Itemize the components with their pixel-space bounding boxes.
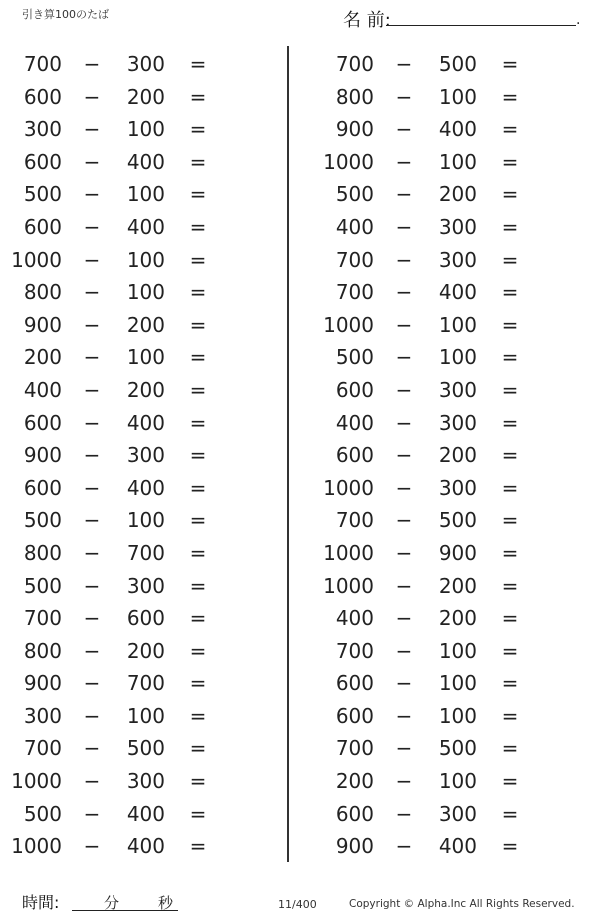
minuend: 200 [23, 345, 62, 370]
equals-sign: = [189, 638, 207, 663]
minutes-label: 分 [104, 894, 120, 912]
name-label: 名 前: [343, 10, 391, 31]
equals-sign: = [501, 247, 519, 272]
minuend: 900 [335, 834, 374, 859]
minus-sign: − [83, 508, 101, 533]
minuend: 700 [335, 508, 374, 533]
problem-row [312, 504, 592, 537]
subtrahend: 300 [126, 769, 165, 794]
minuend: 700 [335, 638, 374, 663]
subtrahend: 400 [438, 834, 477, 859]
column-divider [287, 46, 289, 862]
subtrahend: 100 [126, 280, 165, 305]
equals-sign: = [189, 410, 207, 435]
minuend: 600 [335, 443, 374, 468]
problem-row [312, 48, 592, 81]
equals-sign: = [189, 508, 207, 533]
minus-sign: − [83, 149, 101, 174]
problem-row [312, 537, 592, 570]
minuend: 500 [23, 508, 62, 533]
subtrahend: 200 [126, 638, 165, 663]
minus-sign: − [83, 540, 101, 565]
minuend: 400 [335, 606, 374, 631]
subtrahend: 100 [438, 312, 477, 337]
subtrahend: 900 [438, 540, 477, 565]
subtrahend: 200 [126, 84, 165, 109]
equals-sign: = [189, 443, 207, 468]
subtrahend: 200 [438, 182, 477, 207]
problem-row [312, 472, 592, 505]
problem-row [312, 602, 592, 635]
equals-sign: = [189, 182, 207, 207]
subtrahend: 300 [438, 247, 477, 272]
subtrahend: 400 [126, 214, 165, 239]
minus-sign: − [83, 671, 101, 696]
equals-sign: = [501, 182, 519, 207]
equals-sign: = [189, 606, 207, 631]
problem-row [0, 765, 280, 798]
equals-sign: = [189, 280, 207, 305]
name-end-dot: . [576, 12, 581, 28]
minus-sign: − [83, 703, 101, 728]
minus-sign: − [83, 52, 101, 76]
equals-sign: = [501, 475, 519, 500]
minuend: 600 [335, 671, 374, 696]
problem-row [0, 276, 280, 309]
minuend: 600 [23, 410, 62, 435]
problem-row [0, 602, 280, 635]
minus-sign: − [83, 638, 101, 663]
minus-sign: − [395, 475, 413, 500]
subtrahend: 200 [438, 573, 477, 598]
equals-sign: = [501, 345, 519, 370]
problem-row [312, 732, 592, 765]
problem-row [312, 667, 592, 700]
minuend: 1000 [323, 573, 374, 598]
subtrahend: 700 [126, 671, 165, 696]
subtrahend: 400 [438, 117, 477, 142]
minuend: 1000 [11, 247, 62, 272]
copyright-notice: Copyright © Alpha.Inc All Rights Reserved. [349, 898, 575, 910]
equals-sign: = [501, 214, 519, 239]
problem-row [312, 798, 592, 831]
minuend: 1000 [323, 475, 374, 500]
minus-sign: − [395, 117, 413, 142]
minus-sign: − [83, 475, 101, 500]
subtrahend: 500 [438, 508, 477, 533]
problem-row [0, 732, 280, 765]
minuend: 1000 [323, 312, 374, 337]
problem-row [312, 765, 592, 798]
minus-sign: − [395, 312, 413, 337]
minus-sign: − [395, 84, 413, 109]
subtrahend: 200 [438, 606, 477, 631]
subtrahend: 300 [126, 443, 165, 468]
equals-sign: = [189, 377, 207, 402]
minus-sign: − [83, 606, 101, 631]
subtrahend: 300 [126, 52, 165, 76]
subtrahend: 100 [438, 345, 477, 370]
minus-sign: − [395, 443, 413, 468]
equals-sign: = [501, 703, 519, 728]
minus-sign: − [395, 377, 413, 402]
problem-row [312, 700, 592, 733]
subtrahend: 100 [126, 703, 165, 728]
subtrahend: 100 [438, 769, 477, 794]
subtrahend: 100 [126, 182, 165, 207]
minuend: 700 [335, 247, 374, 272]
minus-sign: − [395, 736, 413, 761]
minuend: 800 [335, 84, 374, 109]
problem-row [0, 439, 280, 472]
subtrahend: 100 [126, 117, 165, 142]
subtrahend: 200 [126, 377, 165, 402]
equals-sign: = [189, 834, 207, 859]
minus-sign: − [395, 280, 413, 305]
problem-row [312, 113, 592, 146]
minuend: 1000 [11, 834, 62, 859]
problem-row [0, 700, 280, 733]
problem-row [312, 341, 592, 374]
equals-sign: = [501, 736, 519, 761]
equals-sign: = [189, 312, 207, 337]
minus-sign: − [83, 769, 101, 794]
equals-sign: = [189, 247, 207, 272]
minus-sign: − [83, 834, 101, 859]
subtrahend: 400 [438, 280, 477, 305]
subtrahend: 200 [126, 312, 165, 337]
problem-row [0, 178, 280, 211]
problem-row [0, 635, 280, 668]
subtrahend: 400 [126, 834, 165, 859]
equals-sign: = [189, 801, 207, 826]
subtrahend: 200 [438, 443, 477, 468]
minuend: 700 [23, 52, 62, 76]
problem-row [0, 472, 280, 505]
minuend: 300 [23, 703, 62, 728]
minuend: 900 [23, 671, 62, 696]
minus-sign: − [83, 182, 101, 207]
minus-sign: − [395, 149, 413, 174]
problem-row [0, 407, 280, 440]
equals-sign: = [189, 573, 207, 598]
time-label: 時間: [22, 893, 60, 912]
subtrahend: 100 [126, 508, 165, 533]
minuend: 1000 [323, 149, 374, 174]
minuend: 1000 [11, 769, 62, 794]
equals-sign: = [501, 117, 519, 142]
minus-sign: − [83, 280, 101, 305]
subtrahend: 400 [126, 410, 165, 435]
subtrahend: 300 [438, 377, 477, 402]
problem-row [312, 178, 592, 211]
problem-row [0, 667, 280, 700]
minus-sign: − [83, 377, 101, 402]
minus-sign: − [395, 606, 413, 631]
minuend: 600 [23, 84, 62, 109]
subtrahend: 300 [438, 214, 477, 239]
problem-row [312, 830, 592, 863]
minus-sign: − [395, 52, 413, 76]
minuend: 400 [335, 410, 374, 435]
minus-sign: − [395, 834, 413, 859]
minus-sign: − [83, 345, 101, 370]
minuend: 500 [335, 345, 374, 370]
equals-sign: = [501, 443, 519, 468]
minus-sign: − [395, 540, 413, 565]
equals-sign: = [501, 801, 519, 826]
minus-sign: − [395, 214, 413, 239]
minuend: 600 [335, 801, 374, 826]
minus-sign: − [395, 508, 413, 533]
minuend: 400 [335, 214, 374, 239]
minus-sign: − [395, 703, 413, 728]
left-problem-column [0, 48, 280, 863]
problem-row [0, 798, 280, 831]
page-number: 11/400 [278, 898, 317, 911]
minuend: 600 [335, 377, 374, 402]
subtrahend: 500 [438, 736, 477, 761]
minus-sign: − [83, 410, 101, 435]
subtrahend: 300 [438, 475, 477, 500]
equals-sign: = [501, 573, 519, 598]
right-problem-column [312, 48, 592, 863]
minus-sign: − [395, 573, 413, 598]
problem-row [0, 48, 280, 81]
problem-row [0, 211, 280, 244]
minus-sign: − [395, 671, 413, 696]
minuend: 900 [335, 117, 374, 142]
minus-sign: − [395, 345, 413, 370]
worksheet-title: 引き算100のたば [22, 8, 109, 21]
equals-sign: = [501, 638, 519, 663]
minus-sign: − [83, 247, 101, 272]
subtrahend: 100 [438, 149, 477, 174]
minuend: 700 [335, 52, 374, 76]
subtrahend: 600 [126, 606, 165, 631]
equals-sign: = [189, 117, 207, 142]
equals-sign: = [501, 671, 519, 696]
equals-sign: = [189, 214, 207, 239]
subtrahend: 400 [126, 149, 165, 174]
minus-sign: − [395, 247, 413, 272]
subtrahend: 300 [438, 801, 477, 826]
equals-sign: = [501, 410, 519, 435]
minus-sign: − [83, 214, 101, 239]
minuend: 500 [23, 573, 62, 598]
problem-row [312, 635, 592, 668]
equals-sign: = [501, 834, 519, 859]
problem-row [312, 309, 592, 342]
equals-sign: = [189, 475, 207, 500]
problem-row [0, 81, 280, 114]
problem-row [312, 244, 592, 277]
equals-sign: = [501, 769, 519, 794]
equals-sign: = [189, 540, 207, 565]
equals-sign: = [189, 84, 207, 109]
minuend: 800 [23, 638, 62, 663]
subtrahend: 300 [438, 410, 477, 435]
problem-row [0, 309, 280, 342]
minuend: 700 [335, 280, 374, 305]
problem-row [0, 146, 280, 179]
problem-row [312, 211, 592, 244]
name-underline[interactable] [386, 25, 576, 26]
subtrahend: 400 [126, 475, 165, 500]
equals-sign: = [501, 280, 519, 305]
subtrahend: 500 [126, 736, 165, 761]
problem-row [312, 570, 592, 603]
seconds-label: 秒 [158, 894, 174, 912]
minuend: 600 [23, 214, 62, 239]
subtrahend: 300 [126, 573, 165, 598]
subtrahend: 100 [126, 345, 165, 370]
minus-sign: − [395, 801, 413, 826]
problem-row [0, 374, 280, 407]
minuend: 200 [335, 769, 374, 794]
problem-row [0, 570, 280, 603]
equals-sign: = [189, 769, 207, 794]
minus-sign: − [83, 573, 101, 598]
minuend: 700 [23, 736, 62, 761]
problem-row [0, 830, 280, 863]
subtrahend: 100 [438, 638, 477, 663]
minuend: 700 [23, 606, 62, 631]
minuend: 1000 [323, 540, 374, 565]
minuend: 900 [23, 312, 62, 337]
minuend: 600 [23, 475, 62, 500]
minuend: 500 [23, 801, 62, 826]
equals-sign: = [189, 52, 207, 76]
equals-sign: = [501, 52, 519, 76]
equals-sign: = [501, 606, 519, 631]
minus-sign: − [395, 410, 413, 435]
equals-sign: = [189, 703, 207, 728]
subtrahend: 700 [126, 540, 165, 565]
problem-row [312, 81, 592, 114]
minus-sign: − [395, 638, 413, 663]
minuend: 700 [335, 736, 374, 761]
minuend: 600 [335, 703, 374, 728]
equals-sign: = [189, 149, 207, 174]
minuend: 800 [23, 280, 62, 305]
equals-sign: = [189, 736, 207, 761]
subtrahend: 400 [126, 801, 165, 826]
minus-sign: − [83, 84, 101, 109]
problem-row [312, 276, 592, 309]
equals-sign: = [501, 312, 519, 337]
problem-row [0, 244, 280, 277]
minus-sign: − [83, 801, 101, 826]
minus-sign: − [83, 443, 101, 468]
minus-sign: − [83, 117, 101, 142]
problem-row [0, 504, 280, 537]
minuend: 300 [23, 117, 62, 142]
subtrahend: 100 [438, 84, 477, 109]
equals-sign: = [501, 540, 519, 565]
minus-sign: − [395, 769, 413, 794]
problem-row [0, 341, 280, 374]
minus-sign: − [395, 182, 413, 207]
minuend: 900 [23, 443, 62, 468]
minus-sign: − [83, 312, 101, 337]
minuend: 500 [335, 182, 374, 207]
equals-sign: = [501, 84, 519, 109]
problem-row [312, 146, 592, 179]
subtrahend: 100 [438, 671, 477, 696]
subtrahend: 100 [438, 703, 477, 728]
minuend: 600 [23, 149, 62, 174]
minuend: 500 [23, 182, 62, 207]
problem-row [312, 439, 592, 472]
equals-sign: = [501, 149, 519, 174]
problem-row [312, 407, 592, 440]
minuend: 800 [23, 540, 62, 565]
problem-row [0, 113, 280, 146]
equals-sign: = [501, 508, 519, 533]
equals-sign: = [501, 377, 519, 402]
minuend: 400 [23, 377, 62, 402]
problem-row [0, 537, 280, 570]
equals-sign: = [189, 345, 207, 370]
equals-sign: = [189, 671, 207, 696]
minus-sign: − [83, 736, 101, 761]
subtrahend: 500 [438, 52, 477, 76]
problem-row [312, 374, 592, 407]
subtrahend: 100 [126, 247, 165, 272]
